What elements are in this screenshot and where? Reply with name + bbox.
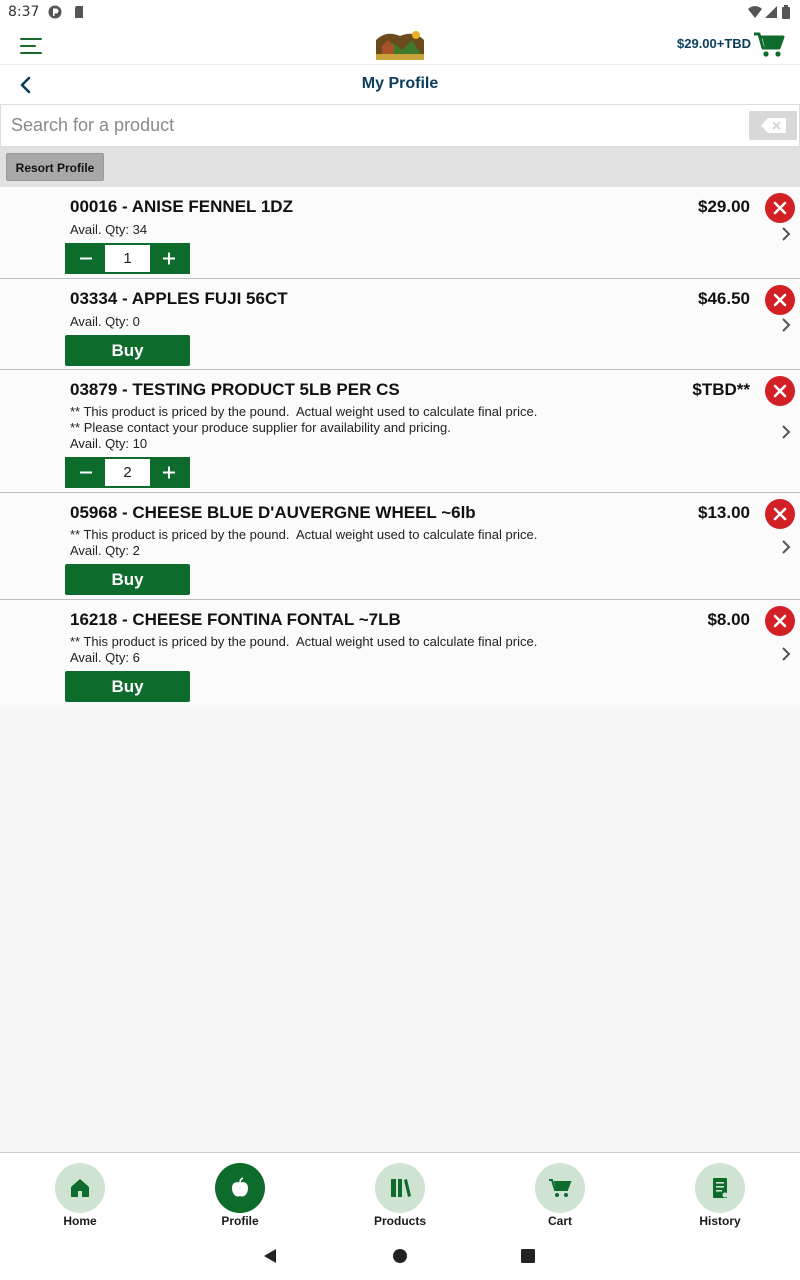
- nav-label: Profile: [221, 1214, 259, 1228]
- history-icon: [708, 1176, 732, 1200]
- app-bar: [0, 24, 800, 64]
- clear-search-button[interactable]: [749, 111, 797, 140]
- product-row[interactable]: [0, 493, 800, 600]
- system-nav-bar: [0, 1232, 800, 1280]
- product-name: 16218 - CHEESE FONTINA FONTAL ~7LB: [70, 610, 401, 629]
- product-availability: Avail. Qty: 2: [70, 543, 140, 558]
- chevron-right-icon[interactable]: [780, 226, 792, 242]
- cart-icon[interactable]: [752, 29, 786, 59]
- home-circle-icon[interactable]: [392, 1248, 408, 1264]
- product-price: $TBD**: [692, 380, 750, 399]
- profile-toolbar: [0, 147, 800, 187]
- close-icon: [765, 606, 795, 636]
- remove-button[interactable]: [765, 193, 795, 223]
- close-icon: [765, 376, 795, 406]
- plus-icon: [150, 459, 188, 486]
- product-row[interactable]: [0, 279, 800, 370]
- resort-profile-button[interactable]: Resort Profile: [6, 153, 104, 181]
- notification-icon: [48, 5, 62, 19]
- nav-home-circle: [55, 1163, 105, 1213]
- nav-profile[interactable]: [160, 1153, 320, 1233]
- cart-icon: [548, 1176, 572, 1200]
- buy-button[interactable]: Buy: [65, 564, 190, 595]
- plus-icon: [150, 245, 188, 272]
- nav-label: History: [699, 1214, 741, 1228]
- chevron-right-icon[interactable]: [780, 539, 792, 555]
- product-price: $13.00: [698, 503, 750, 522]
- increment-button[interactable]: [150, 459, 188, 486]
- apple-icon: [228, 1176, 252, 1200]
- product-row[interactable]: [0, 370, 800, 493]
- chevron-right-icon[interactable]: [780, 424, 792, 440]
- product-name: 00016 - ANISE FENNEL 1DZ: [70, 197, 293, 216]
- buy-button[interactable]: Buy: [65, 671, 190, 702]
- quantity-value[interactable]: 1: [123, 250, 132, 267]
- page-title: My Profile: [361, 75, 439, 92]
- title-bar: [0, 64, 800, 104]
- back-triangle-icon[interactable]: [262, 1248, 278, 1264]
- buy-button[interactable]: Buy: [65, 335, 190, 366]
- product-note: ** Please contact your produce supplier for availability and pricing.: [70, 420, 451, 435]
- remove-button[interactable]: [765, 285, 795, 315]
- nav-profile-circle: [215, 1163, 265, 1213]
- nav-history-circle: [695, 1163, 745, 1213]
- remove-button[interactable]: [765, 376, 795, 406]
- product-note: ** This product is priced by the pound. Actual weight used to calculate final price.: [70, 527, 538, 542]
- product-row[interactable]: [0, 187, 800, 279]
- bottom-nav: [0, 1152, 800, 1232]
- backspace-icon: [749, 111, 797, 140]
- product-name: 05968 - CHEESE BLUE D'AUVERGNE WHEEL ~6lb: [70, 503, 476, 522]
- remove-button[interactable]: [765, 499, 795, 529]
- nav-products-circle: [375, 1163, 425, 1213]
- minus-icon: [67, 459, 105, 486]
- nav-cart-circle: [535, 1163, 585, 1213]
- home-icon: [68, 1176, 92, 1200]
- close-icon: [765, 285, 795, 315]
- product-price: $46.50: [698, 289, 750, 308]
- product-availability: Avail. Qty: 10: [70, 436, 148, 451]
- battery-icon: [781, 5, 791, 19]
- sd-card-icon: [72, 5, 86, 19]
- nav-history[interactable]: [640, 1153, 800, 1233]
- product-availability: Avail. Qty: 6: [70, 650, 140, 665]
- chevron-right-icon[interactable]: [780, 646, 792, 662]
- search-input[interactable]: [1, 105, 746, 146]
- status-time: 8:37: [8, 4, 40, 20]
- nav-home[interactable]: [0, 1153, 160, 1233]
- nav-label: Cart: [547, 1214, 572, 1228]
- product-availability: Avail. Qty: 0: [70, 314, 140, 329]
- nav-cart[interactable]: [480, 1153, 640, 1233]
- product-name: 03334 - APPLES FUJI 56CT: [70, 289, 288, 308]
- quantity-stepper: [65, 457, 190, 488]
- nav-label: Products: [373, 1214, 426, 1228]
- wifi-icon: [748, 5, 762, 19]
- product-note: ** This product is priced by the pound. Actual weight used to calculate final price.: [70, 634, 538, 649]
- status-bar: [0, 0, 800, 24]
- minus-icon: [67, 245, 105, 272]
- product-name: 03879 - TESTING PRODUCT 5LB PER CS: [70, 380, 400, 399]
- chevron-right-icon[interactable]: [780, 317, 792, 333]
- quantity-value[interactable]: 2: [123, 464, 132, 481]
- close-icon: [765, 193, 795, 223]
- signal-icon: [764, 5, 778, 19]
- product-note: ** This product is priced by the pound. Actual weight used to calculate final price.: [70, 404, 538, 419]
- increment-button[interactable]: [150, 245, 188, 272]
- recents-square-icon[interactable]: [520, 1248, 536, 1264]
- remove-button[interactable]: [765, 606, 795, 636]
- menu-icon[interactable]: [20, 38, 42, 54]
- product-availability: Avail. Qty: 34: [70, 222, 148, 237]
- nav-products[interactable]: [320, 1153, 480, 1233]
- nav-label: Home: [63, 1214, 97, 1228]
- decrement-button[interactable]: [67, 245, 105, 272]
- product-row[interactable]: [0, 600, 800, 707]
- search-bar: [0, 104, 800, 147]
- quantity-stepper: [65, 243, 190, 274]
- product-price: $8.00: [707, 610, 750, 629]
- farm-logo[interactable]: [372, 26, 428, 62]
- cart-total[interactable]: $29.00+TBD: [677, 36, 752, 51]
- close-icon: [765, 499, 795, 529]
- decrement-button[interactable]: [67, 459, 105, 486]
- product-price: $29.00: [698, 197, 750, 216]
- products-icon: [388, 1176, 412, 1200]
